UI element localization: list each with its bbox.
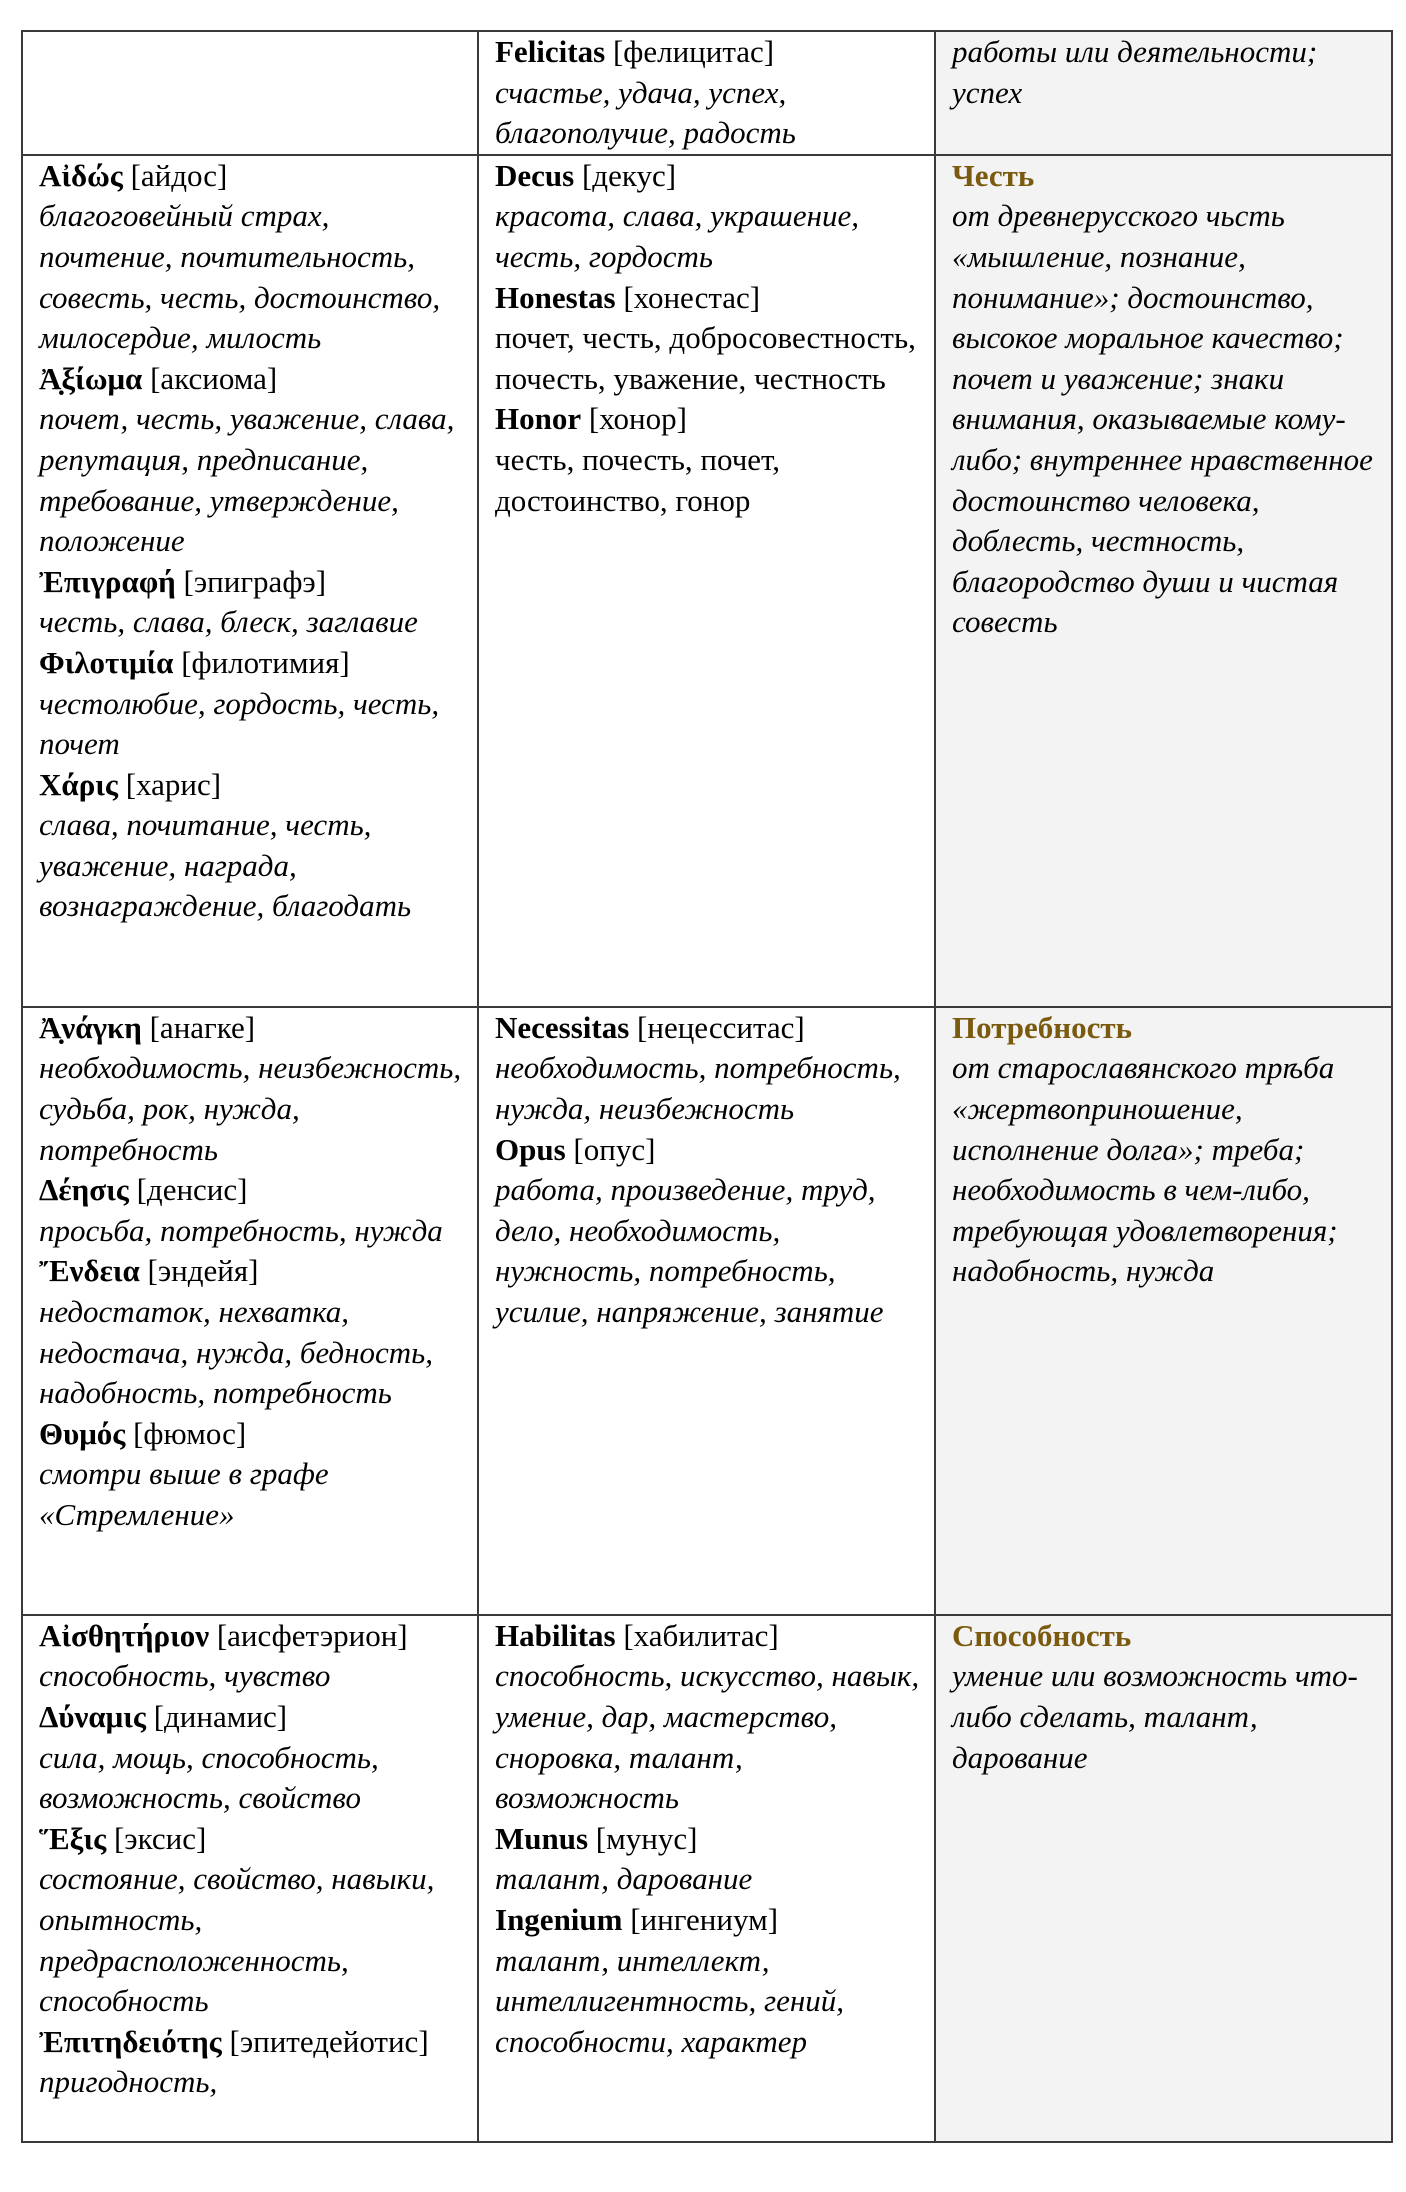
meaning: слава, почитание, честь, уважение, награда, вознаграждение, благодать [39, 807, 412, 924]
russian-cell [935, 1615, 1392, 2142]
greek-term: Αἰσθητήριον [39, 1617, 210, 1653]
latin-cell [478, 155, 935, 1007]
latin-entry [495, 156, 924, 278]
greek-entry [39, 562, 467, 643]
greek-entry [39, 1251, 467, 1413]
definition: от старославянского трѣба «жертвоприношение, исполнение долга»; треба; необходимость в чем-либо, требующая удовлетворения; надобность, нужда [952, 1050, 1338, 1289]
meaning: талант, дарование [495, 1861, 753, 1897]
latin-cell [478, 1007, 935, 1615]
latin-entry [495, 1900, 924, 2062]
definition: от древнерусского чьсть «мышление, познание, понимание»; достоинство, высокое моральное качество; почет и уважение; знаки внимания, оказываемые кому-либо; внутреннее нравственное достоинство человека, доблесть, честность, благородство души и чистая совесть [952, 198, 1373, 640]
greek-cell [22, 1615, 478, 2142]
latin-entry [495, 1819, 924, 1900]
greek-cell [22, 155, 478, 1007]
transliteration: [хабилитас] [623, 1617, 779, 1653]
meaning: работа, произведение, труд, дело, необходимость, нужность, потребность, усилие, напряжение, занятие [495, 1172, 884, 1329]
transliteration: [ингениум] [630, 1901, 779, 1937]
definition: умение или возможность что-либо сделать, талант, дарование [952, 1658, 1358, 1775]
transliteration: [анагке] [149, 1009, 256, 1045]
table-row [22, 155, 1392, 1007]
greek-term: Ἐπιτηδειότης [39, 2023, 222, 2059]
russian-cell [935, 1007, 1392, 1615]
latin-term: Ingenium [495, 1901, 623, 1937]
meaning: почет, честь, добросовестность, почесть, уважение, честность [495, 320, 916, 396]
meaning: пригодность, [39, 2064, 218, 2100]
lexicon-table [21, 30, 1393, 2143]
meaning: красота, слава, украшение, честь, гордость [495, 198, 859, 274]
latin-entry [495, 1008, 924, 1130]
greek-term: Ἔνδεια [39, 1253, 140, 1289]
latin-term: Felicitas [495, 34, 606, 69]
transliteration: [аксиома] [150, 360, 278, 396]
latin-term: Decus [495, 157, 575, 193]
meaning: смотри выше в графе «Стремление» [39, 1456, 329, 1532]
meaning: почет, честь, уважение, слава, репутация, предписание, требование, утверждение, положение [39, 401, 455, 559]
greek-entry [39, 1008, 467, 1170]
table-row [22, 1615, 1392, 2142]
latin-entry [495, 1130, 924, 1333]
latin-term: Honor [495, 401, 582, 437]
latin-cell [478, 31, 935, 155]
transliteration: [фюмос] [133, 1415, 247, 1451]
meaning: недостаток, нехватка, недостача, нужда, бедность, надобность, потребность [39, 1293, 433, 1411]
latin-entry [495, 32, 924, 154]
greek-cell [22, 31, 478, 155]
meaning: счастье, удача, успех, благополучие, радость [495, 74, 796, 151]
transliteration: [филотимия] [181, 644, 350, 680]
greek-term: Θυμός [39, 1415, 126, 1451]
table-row [22, 1007, 1392, 1615]
meaning: честь, слава, блеск, заглавие [39, 604, 418, 640]
transliteration: [фелицитас] [612, 34, 775, 69]
greek-entry [39, 1697, 467, 1819]
transliteration: [харис] [125, 766, 222, 802]
transliteration: [эпитедейотис] [229, 2023, 429, 2059]
meaning: необходимость, неизбежность, судьба, рок, нужда, потребность [39, 1050, 462, 1167]
transliteration: [декус] [581, 157, 677, 193]
greek-term: Δέησις [39, 1172, 129, 1208]
transliteration: [опус] [573, 1131, 656, 1167]
latin-entry [495, 278, 924, 400]
greek-entry [39, 1414, 467, 1536]
latin-term: Necessitas [495, 1009, 630, 1045]
greek-term: Αἰδώς [39, 157, 123, 193]
greek-term: Ἀ̣νάγκη [39, 1009, 142, 1045]
greek-entry [39, 359, 467, 562]
transliteration: [эндейя] [147, 1253, 259, 1289]
latin-term: Munus [495, 1820, 589, 1856]
meaning: честолюбие, гордость, честь, почет [39, 685, 440, 762]
transliteration: [эпиграфэ] [183, 563, 327, 599]
meaning: благоговейный страх, почтение, почтительность, совесть, честь, достоинство, милосердие, милость [39, 198, 441, 356]
russian-cell [935, 155, 1392, 1007]
transliteration: [нецесситас] [637, 1009, 805, 1045]
latin-cell [478, 1615, 935, 2142]
meaning: способность, искусство, навык, умение, дар, мастерство, сноровка, талант, возможность [495, 1658, 920, 1816]
meaning: состояние, свойство, навыки, опытность, предрасположенность, способность [39, 1861, 435, 2019]
greek-term: Ἕξις [39, 1820, 107, 1856]
greek-entry [39, 1616, 467, 1697]
latin-term: Habilitas [495, 1617, 616, 1653]
transliteration: [айдос] [130, 157, 228, 193]
greek-term: Φιλοτιμία [39, 644, 174, 680]
greek-term: Χάρις [39, 766, 118, 802]
greek-entry [39, 2022, 467, 2103]
concept-heading: Честь [952, 157, 1035, 193]
greek-entry [39, 1819, 467, 2022]
meaning: талант, интеллект, интеллигентность, гений, способности, характер [495, 1942, 845, 2059]
transliteration: [денсис] [136, 1172, 248, 1208]
definition: работы или деятельности; успех [952, 34, 1318, 110]
meaning: необходимость, потребность, нужда, неизбежность [495, 1050, 901, 1126]
russian-cell [935, 31, 1392, 155]
latin-term: Opus [495, 1131, 566, 1167]
greek-entry [39, 156, 467, 359]
latin-entry [495, 1616, 924, 1819]
latin-entry [495, 399, 924, 521]
table-row [22, 31, 1392, 155]
transliteration: [хонор] [588, 401, 687, 437]
transliteration: [эксис] [113, 1820, 207, 1856]
greek-entry [39, 643, 467, 765]
meaning: честь, почесть, почет, достоинство, гонор [495, 441, 781, 518]
transliteration: [мунус] [595, 1820, 698, 1856]
latin-term: Honestas [495, 279, 616, 315]
greek-term: Δύναμις [39, 1698, 146, 1734]
greek-term: Ἐπιγραφή [39, 563, 176, 599]
greek-term: Ἀ̣ξίωμα [39, 360, 143, 396]
meaning: просьба, потребность, нужда [39, 1212, 443, 1248]
transliteration: [аисфетэрион] [216, 1617, 408, 1653]
concept-heading: Потребность [952, 1009, 1133, 1045]
meaning: способность, чувство [39, 1658, 331, 1694]
greek-cell [22, 1007, 478, 1615]
meaning: сила, мощь, способность, возможность, свойство [39, 1739, 379, 1816]
greek-entry [39, 765, 467, 927]
transliteration: [динамис] [153, 1698, 288, 1734]
concept-heading: Способность [952, 1617, 1132, 1653]
transliteration: [хонестас] [623, 279, 761, 315]
greek-entry [39, 1170, 467, 1251]
